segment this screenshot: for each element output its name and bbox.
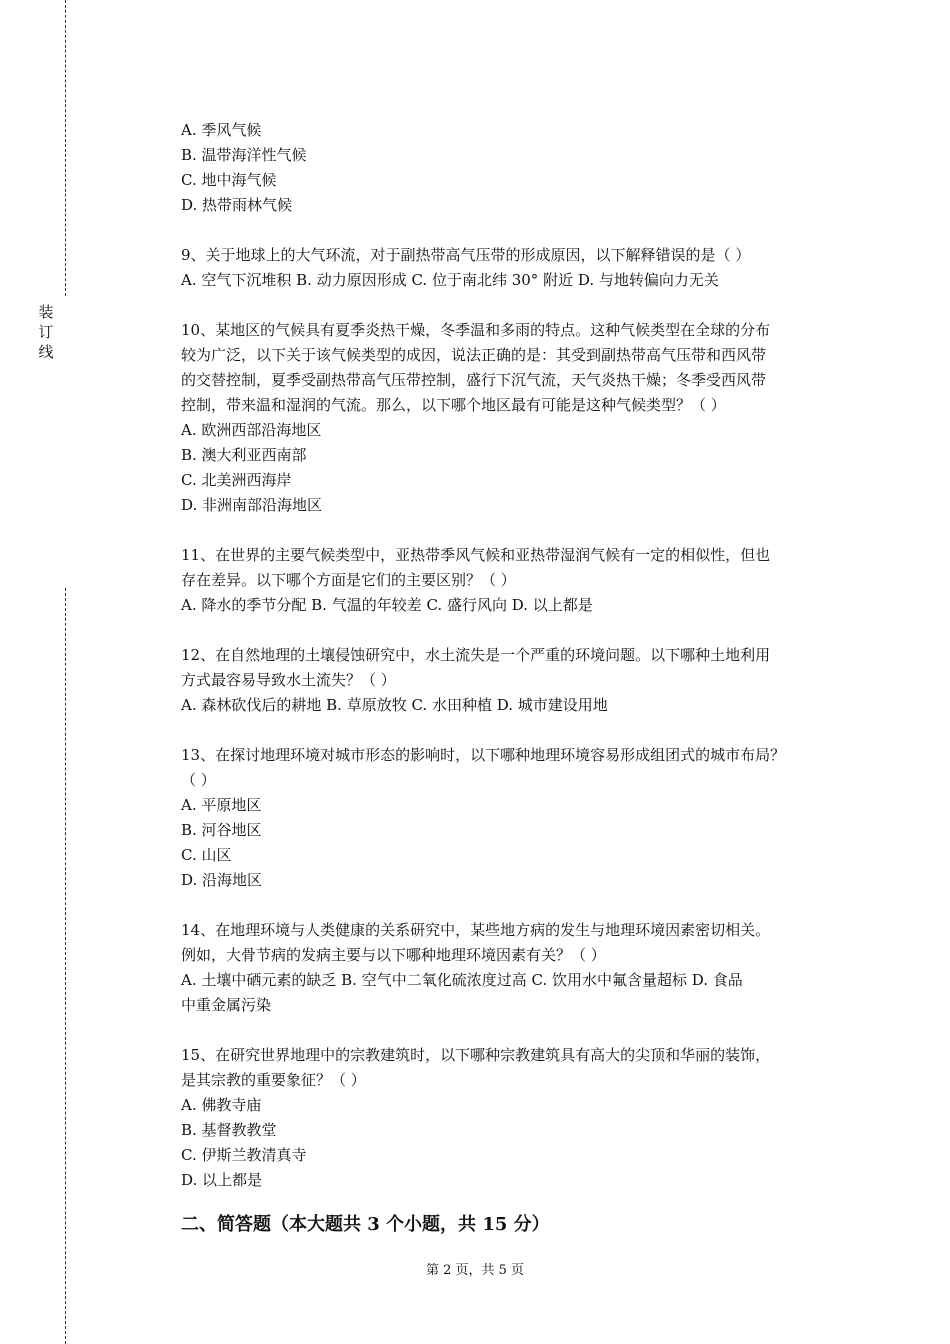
q13-option-a: A. 平原地区 [181, 796, 262, 814]
q10-option-d: D. 非洲南部沿海地区 [181, 496, 323, 514]
q10-option-b: B. 澳大利亚西南部 [181, 446, 307, 464]
q14-options-line-2: 中重金属污染 [181, 996, 272, 1014]
q11-stem-line-1: 11、在世界的主要气候类型中，亚热带季风气候和亚热带湿润气候有一定的相似性，但也 [181, 546, 771, 564]
binding-label: 装订线 [38, 303, 54, 361]
q13-option-d: D. 沿海地区 [181, 871, 263, 889]
q9-stem: 9、关于地球上的大气环流，对于副热带高气压带的形成原因，以下解释错误的是（ ） [181, 246, 751, 264]
question-8-options [181, 118, 851, 218]
q12-stem-line-1: 12、在自然地理的土壤侵蚀研究中，水土流失是一个严重的环境问题。以下哪种土地利用 [181, 646, 771, 664]
q15-option-b: B. 基督教教堂 [181, 1121, 277, 1139]
q13-stem-line-2: （ ） [181, 771, 216, 789]
q15-stem-line-2: 是其宗教的重要象征？（ ） [181, 1071, 366, 1089]
page-number: 第 2 页，共 5 页 [425, 1263, 525, 1278]
q8-option-a: A. 季风气候 [181, 121, 262, 139]
q12-stem-line-2: 方式最容易导致水土流失？（ ） [181, 671, 396, 689]
q8-option-b: B. 温带海洋性气候 [181, 146, 307, 164]
q15-option-c: C. 伊斯兰教清真寺 [181, 1146, 307, 1164]
q14-stem-line-1: 14、在地理环境与人类健康的关系研究中，某些地方病的发生与地理环境因素密切相关。 [181, 921, 771, 939]
section-title: 二、简答题（本大题共 3 个小题，共 15 分） [181, 1214, 550, 1235]
question-9 [181, 243, 851, 293]
q13-stem-line-1: 13、在探讨地理环境对城市形态的影响时，以下哪种地理环境容易形成组团式的城市布局？ [181, 746, 786, 764]
q15-stem-line-1: 15、在研究世界地理中的宗教建筑时，以下哪种宗教建筑具有高大的尖顶和华丽的装饰， [181, 1046, 771, 1064]
q13-option-c: C. 山区 [181, 846, 232, 864]
q15-option-d: D. 以上都是 [181, 1171, 263, 1189]
q10-stem-line-1: 10、某地区的气候具有夏季炎热干燥，冬季温和多雨的特点。这种气候类型在全球的分布 [181, 321, 771, 339]
q10-option-c: C. 北美洲西海岸 [181, 471, 292, 489]
q10-option-a: A. 欧洲西部沿海地区 [181, 421, 322, 439]
q13-option-b: B. 河谷地区 [181, 821, 262, 839]
q12-options: A. 森林砍伐后的耕地 B. 草原放牧 C. 水田种植 D. 城市建设用地 [181, 696, 608, 714]
q11-stem-line-2: 存在差异。以下哪个方面是它们的主要区别？（ ） [181, 571, 516, 589]
question-10 [181, 318, 851, 518]
q10-stem-line-4: 控制，带来温和湿润的气流。那么，以下哪个地区最有可能是这种气候类型？（ ） [181, 396, 726, 414]
question-13 [181, 743, 851, 893]
question-15 [181, 1043, 851, 1193]
q10-stem-line-2: 较为广泛，以下关于该气候类型的成因，说法正确的是：其受到副热带高气压带和西风带 [181, 346, 767, 364]
question-12 [181, 643, 851, 718]
q15-option-a: A. 佛教寺庙 [181, 1096, 262, 1114]
q10-stem-line-3: 的交替控制，夏季受副热带高气压带控制，盛行下沉气流，天气炎热干燥；冬季受西风带 [181, 371, 767, 389]
q14-options-line-1: A. 土壤中硒元素的缺乏 B. 空气中二氧化硫浓度过高 C. 饮用水中氟含量超标 D. 食品 [181, 971, 743, 989]
q8-option-c: C. 地中海气候 [181, 171, 277, 189]
q9-options: A. 空气下沉堆积 B. 动力原因形成 C. 位于南北纬 30° 附近 D. 与地转偏向力无关 [181, 271, 719, 289]
binding-dashed-line-top [65, 0, 66, 296]
question-11 [181, 543, 851, 618]
q11-options: A. 降水的季节分配 B. 气温的年较差 C. 盛行风向 D. 以上都是 [181, 596, 593, 614]
q8-option-d: D. 热带雨林气候 [181, 196, 293, 214]
binding-dashed-line-bottom [65, 588, 66, 1344]
q14-stem-line-2: 例如，大骨节病的发病主要与以下哪种地理环境因素有关？（ ） [181, 946, 606, 964]
question-14 [181, 918, 851, 1018]
question-content [181, 118, 851, 1193]
